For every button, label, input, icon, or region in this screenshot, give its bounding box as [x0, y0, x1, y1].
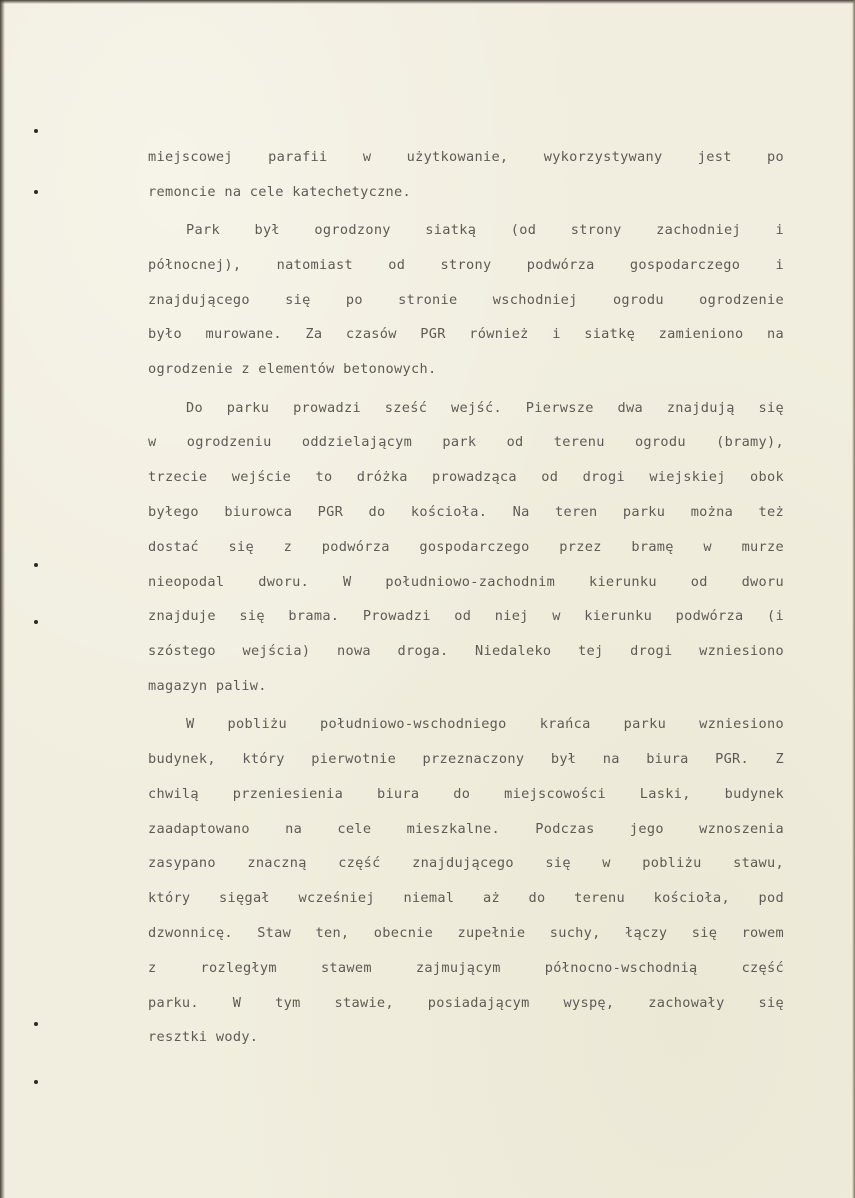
scan-edge-left — [0, 0, 5, 1198]
text-line: zasypano znaczną część znajdującego się w pobliżu stawu, — [148, 855, 784, 872]
text-line: północnej), natomiast od strony podwórza gospodarczego i — [148, 256, 784, 273]
text-line: z rozległym stawem zajmującym północno-wschodnią część — [148, 959, 784, 976]
text-line: Do parku prowadzi sześć wejść. Pierwsze dwa znajdują się — [186, 399, 784, 416]
text-line: byłego biurowca PGR do kościoła. Na teren parku można też — [148, 503, 784, 520]
text-line: resztki wody. — [148, 1029, 259, 1046]
text-line: zaadaptowano na cele mieszkalne. Podczas jego wznoszenia — [148, 820, 784, 837]
paragraph — [148, 140, 784, 210]
text-line: szóstego wejścia) nowa droga. Niedaleko tej drogi wzniesiono — [148, 643, 784, 660]
margin-mark — [34, 129, 38, 133]
margin-mark — [34, 620, 38, 624]
margin-mark — [34, 563, 38, 567]
text-line: w ogrodzeniu oddzielającym park od terenu ogrodu (bramy), — [148, 434, 784, 451]
scan-edge-top — [0, 0, 855, 4]
paragraph — [148, 707, 784, 1055]
paragraph — [148, 391, 784, 704]
text-line: który sięgał wcześniej niemal aż do terenu kościoła, pod — [148, 890, 784, 907]
text-line: znajdującego się po stronie wschodniej ogrodu ogrodzenie — [148, 291, 784, 308]
text-line: remoncie na cele katechetyczne. — [148, 183, 412, 200]
text-line: Park był ogrodzony siatką (od strony zachodniej i — [186, 222, 784, 239]
text-line: miejscowej parafii w użytkowanie, wykorzystywany jest po — [148, 149, 784, 165]
text-line: trzecie wejście to dróżka prowadząca od drogi wiejskiej obok — [148, 469, 784, 486]
text-line: W pobliżu południowo-wschodniego krańca parku wzniesiono — [186, 716, 784, 733]
margin-mark — [34, 1022, 38, 1026]
text-line: znajduje się brama. Prowadzi od niej w kierunku podwórza (i — [148, 608, 784, 625]
paragraph — [148, 213, 784, 387]
text-line: parku. W tym stawie, posiadającym wyspę, zachowały się — [148, 994, 784, 1011]
text-line: nieopodal dworu. W południowo-zachodnim kierunku od dworu — [148, 573, 784, 590]
text-line: ogrodzenie z elementów betonowych. — [148, 361, 437, 378]
text-line: chwilą przeniesienia biura do miejscowości Laski, budynek — [148, 785, 784, 802]
typed-text-body — [148, 140, 784, 1055]
margin-mark — [34, 190, 38, 194]
margin-mark — [34, 1080, 38, 1084]
text-line: magazyn paliw. — [148, 677, 267, 694]
text-line: dzwonnicę. Staw ten, obecnie zupełnie suchy, łączy się rowem — [148, 925, 784, 942]
text-line: było murowane. Za czasów PGR również i siatkę zamieniono na — [148, 326, 784, 343]
text-line: dostać się z podwórza gospodarczego przez bramę w murze — [148, 538, 784, 555]
text-line: budynek, który pierwotnie przeznaczony był na biura PGR. Z — [148, 751, 784, 768]
